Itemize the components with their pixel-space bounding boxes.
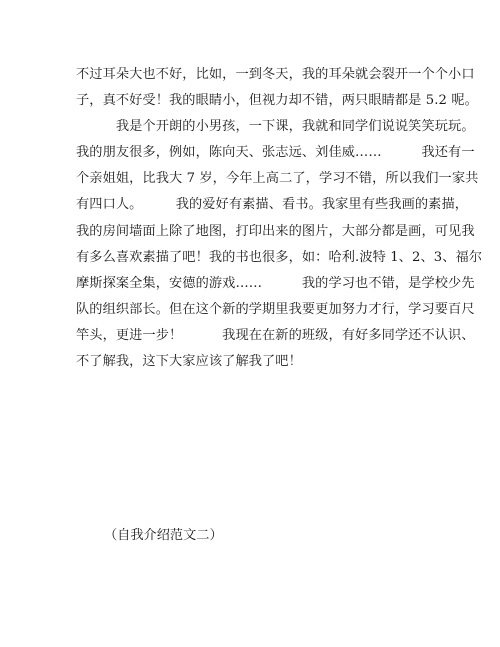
text-line-12: 不了解我，这下大家应该了解我了吧！ bbox=[76, 354, 302, 370]
text-line-6: 有四口人。 我的爱好有素描、看书。我家里有些我画的素描， bbox=[76, 197, 469, 213]
text-line-9: 摩斯探案全集，安德的游戏…… 我的学习也不错，是学校少先 bbox=[76, 275, 475, 291]
text-line-2: 子，真不好受！我的眼睛小，但视力却不错，两只眼睛都是 5.2 呢。 bbox=[76, 93, 478, 109]
section-caption: （自我介绍范文二） bbox=[104, 528, 223, 543]
text-line-3: 我是个开朗的小男孩，一下课，我就和同学们说说笑笑玩玩。 bbox=[76, 119, 475, 135]
body-paragraphs bbox=[76, 62, 483, 375]
text-line-1: 不过耳朵大也不好，比如，一到冬天，我的耳朵就会裂开一个个小口 bbox=[76, 67, 475, 82]
text-line-5: 个亲姐姐，比我大 7 岁，今年上高二了，学习不错，所以我们一家共 bbox=[76, 171, 479, 187]
text-line-10: 队的组织部长。但在这个新的学期里我要更加努力才行，学习要百尺 bbox=[76, 301, 475, 317]
text-line-4: 我的朋友很多，例如，陈向天、张志远、刘佳威…… 我还有一 bbox=[76, 145, 475, 161]
text-line-8: 有多么喜欢素描了吧！我的书也很多，如：哈利.波特 1、2、3、福尔 bbox=[76, 249, 483, 265]
text-line-11: 竿头，更进一步！ 我现在在新的班级，有好多同学还不认识、 bbox=[76, 327, 475, 343]
text-line-7: 我的房间墙面上除了地图，打印出来的图片，大部分都是画，可见我 bbox=[76, 223, 475, 239]
